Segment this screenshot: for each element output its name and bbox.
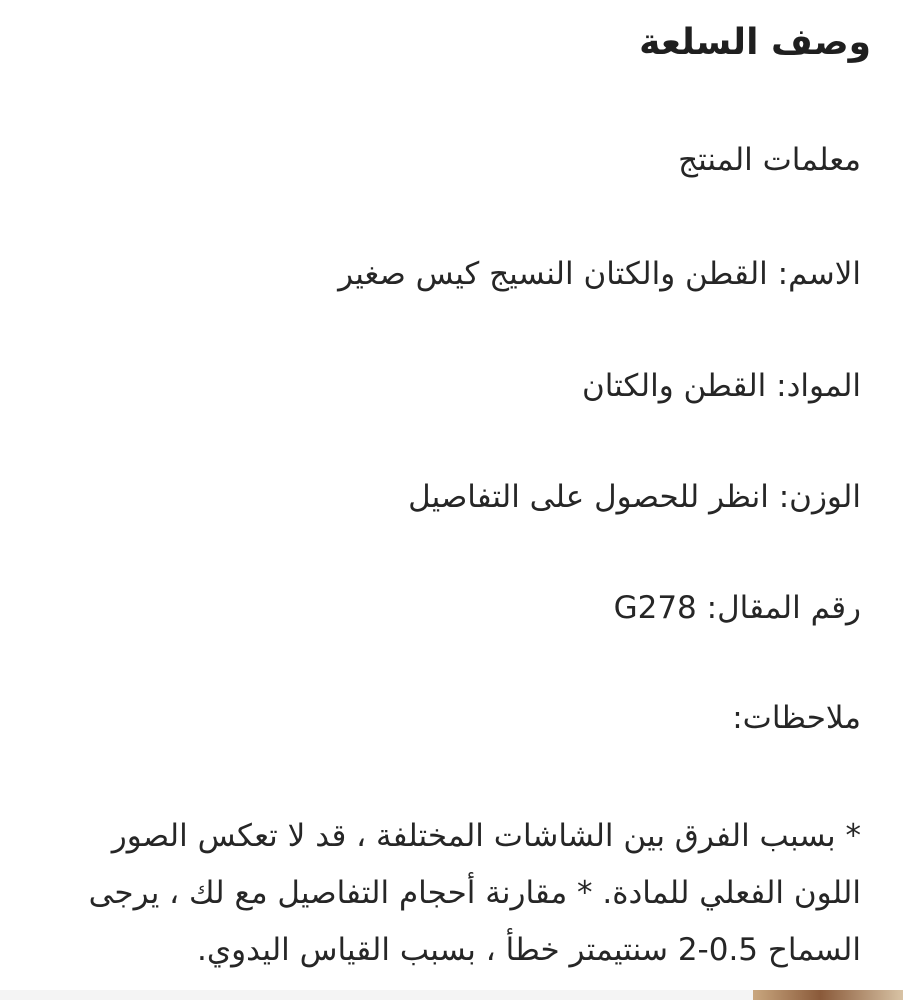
- param-weight: الوزن: انظر للحصول على التفاصيل: [408, 479, 861, 515]
- article-label: رقم المقال:: [696, 590, 861, 626]
- notes-label: ملاحظات:: [732, 700, 861, 736]
- param-name: الاسم: القطن والكتان النسيج كيس صغير: [338, 256, 861, 292]
- section-title: وصف السلعة: [639, 22, 871, 63]
- next-image-edge: [753, 990, 903, 1000]
- param-materials: المواد: القطن والكتان: [581, 368, 861, 404]
- params-heading: معلمات المنتج: [678, 142, 861, 178]
- param-article-number: [614, 590, 861, 626]
- article-value: G278: [613, 590, 697, 626]
- notes-text: * بسبب الفرق بين الشاشات المختلفة ، قد لا تعكس الصور اللون الفعلي للمادة. * مقارنة أحجام التفاصيل مع لك ، يرجى السماح 0.5-2 سنتيمتر خطأ ، بسبب القياس اليدوي.: [88, 818, 861, 968]
